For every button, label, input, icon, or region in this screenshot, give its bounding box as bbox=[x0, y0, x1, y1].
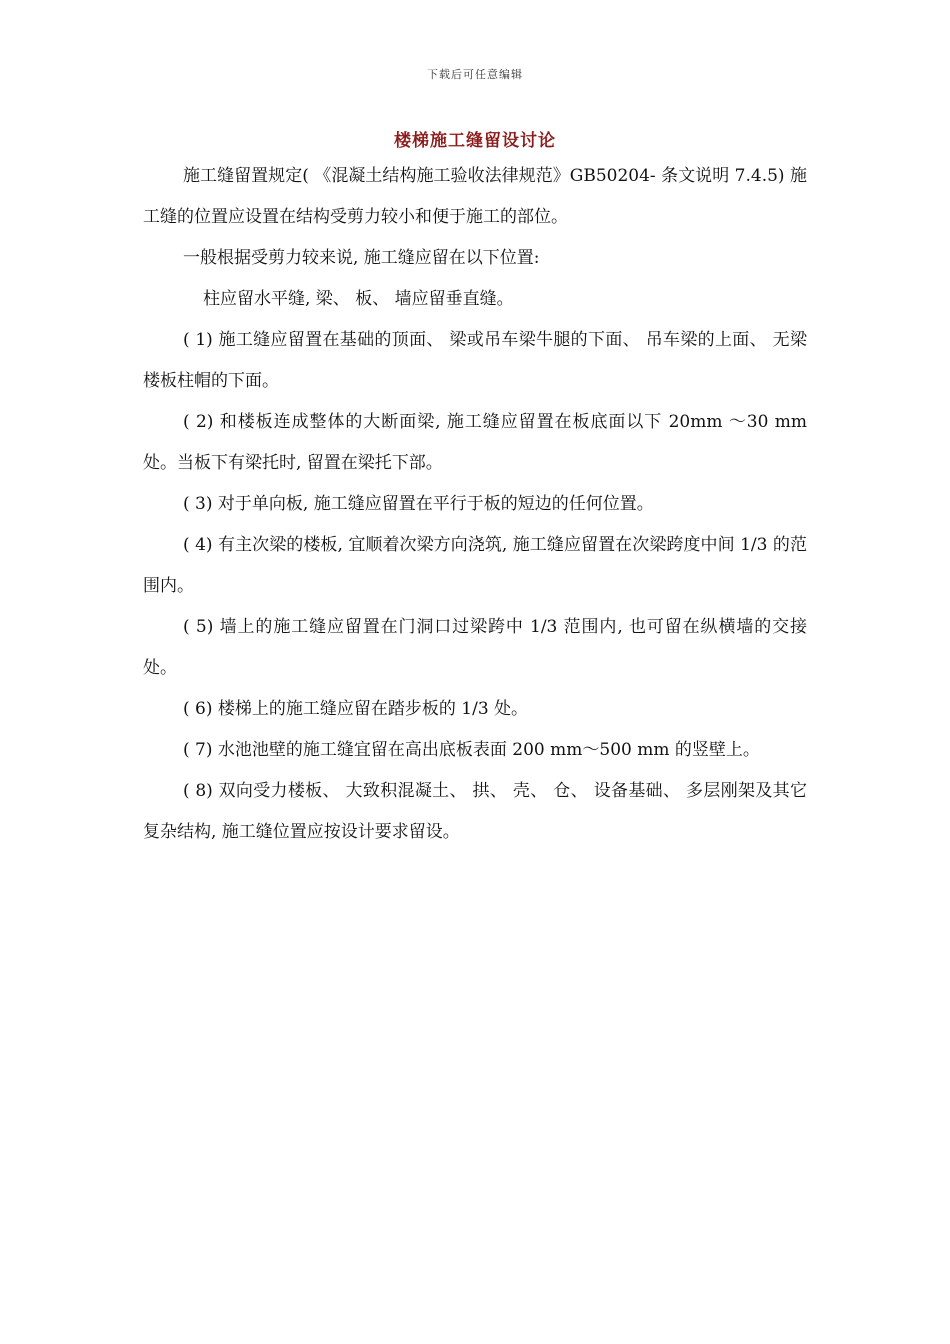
paragraph-general: 一般根据受剪力较来说, 施工缝应留在以下位置: bbox=[183, 248, 540, 268]
header-note: 下载后可任意编辑 bbox=[427, 68, 523, 81]
paragraph-item-4: ( 4) 有主次梁的楼板, 宜顺着次梁方向浇筑, 施工缝应留置在次梁跨度中间 1/3 的范围内。 bbox=[143, 535, 807, 596]
paragraph-columns: 柱应留水平缝, 梁、 板、 墙应留垂直缝。 bbox=[203, 289, 514, 309]
paragraph-item-3: ( 3) 对于单向板, 施工缝应留置在平行于板的短边的任何位置。 bbox=[183, 494, 654, 514]
paragraph-item-5: ( 5) 墙上的施工缝应留置在门洞口过梁跨中 1/3 范围内, 也可留在纵横墙的交接处。 bbox=[143, 617, 807, 678]
document-body bbox=[143, 156, 807, 853]
document-title: 楼梯施工缝留设讨论 bbox=[394, 131, 556, 151]
paragraph-item-1: ( 1) 施工缝应留置在基础的顶面、 梁或吊车梁牛腿的下面、 吊车梁的上面、 无梁楼板柱帽的下面。 bbox=[143, 330, 807, 391]
paragraph-item-8: ( 8) 双向受力楼板、 大致积混凝土、 拱、 壳、 仓、 设备基础、 多层刚架及其它复杂结构, 施工缝位置应按设计要求留设。 bbox=[143, 781, 807, 842]
paragraph-item-2: ( 2) 和楼板连成整体的大断面梁, 施工缝应留置在板底面以下 20mm ～30 mm 处。当板下有梁托时, 留置在梁托下部。 bbox=[143, 412, 807, 473]
paragraph-item-7: ( 7) 水池池壁的施工缝宜留在高出底板表面 200 mm～500 mm 的竖壁上。 bbox=[183, 740, 760, 760]
paragraph-intro: 施工缝留置规定( 《混凝土结构施工验收法律规范》GB50204- 条文说明 7.4.5) 施工缝的位置应设置在结构受剪力较小和便于施工的部位。 bbox=[143, 166, 807, 227]
paragraph-item-6: ( 6) 楼梯上的施工缝应留在踏步板的 1/3 处。 bbox=[183, 699, 529, 719]
